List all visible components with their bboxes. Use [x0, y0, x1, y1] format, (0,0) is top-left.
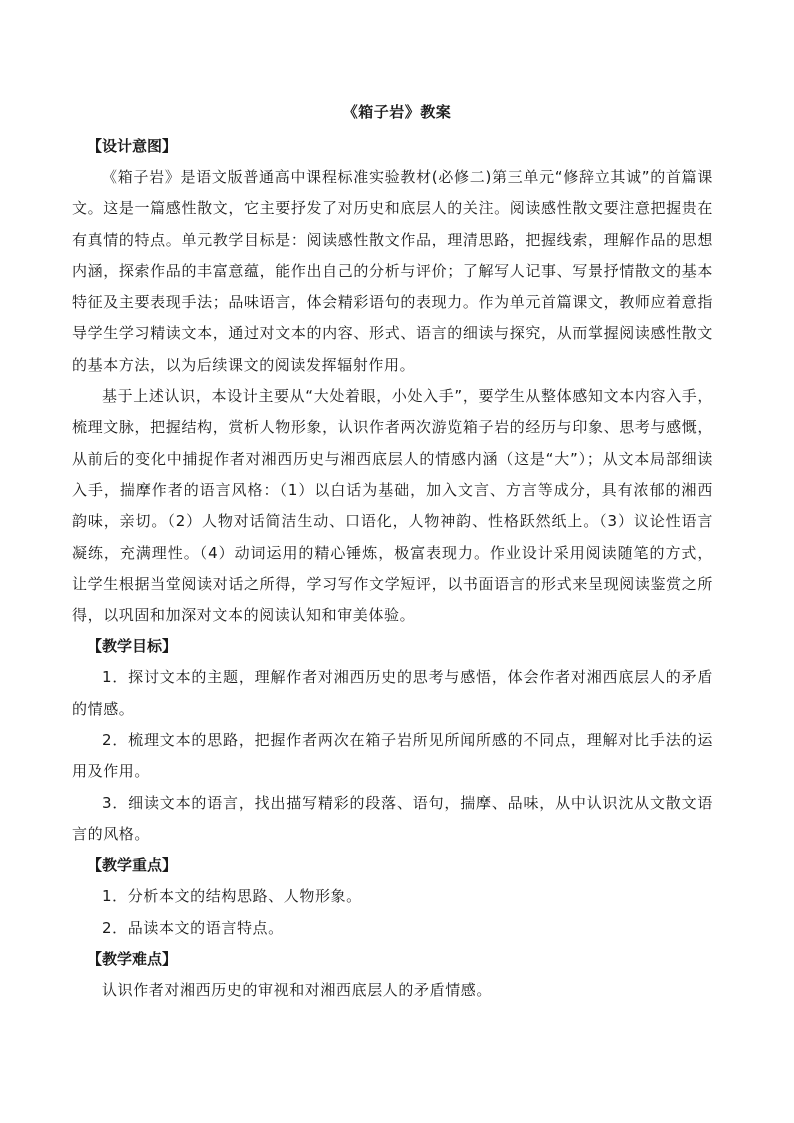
objective-item-3: 3．细读文本的语言，找出描写精彩的段落、语句，揣摩、品味，从中认识沈从文散文语言的风格。 — [72, 793, 713, 843]
objective-item-2: 2．梳理文本的思路，把握作者两次在箱子岩所见所闻所感的不同点，理解对比手法的运用及作用。 — [72, 731, 713, 781]
difficulty-text: 认识作者对湘西历史的审视和对湘西底层人的矛盾情感。 — [102, 980, 493, 999]
objective-item-1: 1．探讨文本的主题，理解作者对湘西历史的思考与感悟，体会作者对湘西底层人的矛盾的情感。 — [72, 668, 713, 718]
section-heading-key-points: 【教学重点】 — [87, 856, 178, 875]
key-point-item-2: 2．品读本文的语言特点。 — [102, 918, 284, 937]
design-paragraph-2: 基于上述认识，本设计主要从“大处着眼，小处入手”，要学生从整体感知文本内容入手，梳理文脉，把握结构，赏析人物形象，认识作者两次游览箱子岩的经历与印象、思考与感慨，从前后的变化中捕捉作者对湘西历史与湘西底层人的情感内涵（这是“大”）；从文本局部细读入手，揣摩作者的语言风格：（1）以白话为基础，加入文言、方言等成分，具有浓郁的湘西韵味，亲切。（2）人物对话简洁生动、口语化，人物神韵、性格跃然纸上。（3）议论性语言凝练，充满理性。（4）动词运用的精心锤炼，极富表现力。作业设计采用阅读随笔的方式，让学生根据当堂阅读对话之所得，学习写作文学短评，以书面语言的形式来呈现阅读鉴赏之所得，以巩固和加深对文本的阅读认知和审美体验。 — [72, 387, 713, 625]
section-heading-difficulties: 【教学难点】 — [87, 949, 178, 968]
design-paragraph-1: 《箱子岩》是语文版普通高中课程标准实验教材(必修二)第三单元“修辞立其诚”的首篇课文。这是一篇感性散文，它主要抒发了对历史和底层人的关注。阅读感性散文要注意把握贵在有真情的特点。单元教学目标是：阅读感性散文作品，理清思路，把握线索，理解作品的思想内涵，探索作品的丰富意蕴，能作出自己的分析与评价；了解写人记事、写景抒情散文的基本特征及主要表现手法；品味语言，体会精彩语句的表现力。作为单元首篇课文，教师应着意指导学生学习精读文本，通过对文本的内容、形式、语言的细读与探究，从而掌握阅读感性散文的基本方法，以为后续课文的阅读发挥辐射作用。 — [72, 168, 713, 374]
section-heading-objectives: 【教学目标】 — [87, 637, 178, 656]
section-heading-design: 【设计意图】 — [87, 137, 178, 155]
document-title: 《箱子岩》教案 — [342, 103, 452, 121]
key-point-item-1: 1．分析本文的结构思路、人物形象。 — [102, 887, 362, 906]
document-body — [72, 131, 713, 1006]
